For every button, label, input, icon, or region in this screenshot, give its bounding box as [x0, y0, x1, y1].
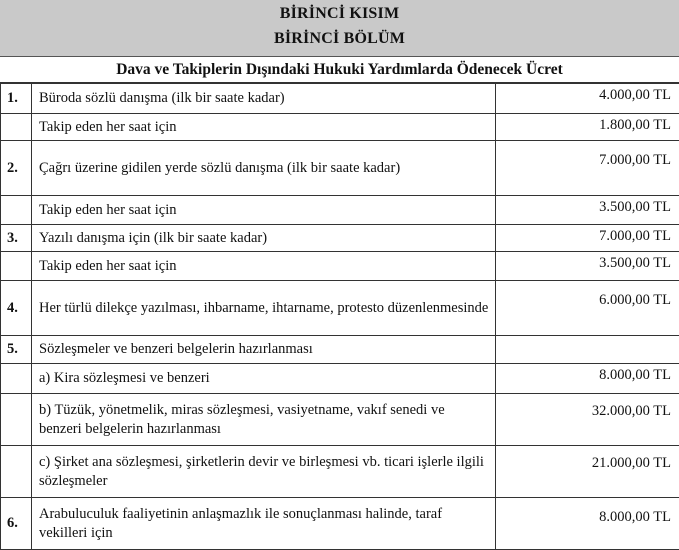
item-fee: [496, 336, 679, 364]
part-title: BİRİNCİ KISIM: [0, 5, 679, 23]
item-fee: 6.000,00 TL: [496, 281, 679, 336]
table-row: [1, 394, 679, 446]
chapter-title: BİRİNCİ BÖLÜM: [0, 30, 679, 48]
table-row: [1, 196, 679, 225]
item-number: [1, 394, 32, 446]
item-number: 5.: [1, 336, 32, 364]
table-row: [1, 364, 679, 394]
item-number: 4.: [1, 281, 32, 336]
item-number: [1, 114, 32, 141]
item-number: 6.: [1, 498, 32, 550]
fee-table: [0, 83, 679, 550]
table-row: [1, 281, 679, 336]
item-description: Yazılı danışma için (ilk bir saate kadar): [32, 225, 496, 252]
item-number: [1, 364, 32, 394]
item-fee: 21.000,00 TL: [496, 446, 679, 498]
item-fee: 8.000,00 TL: [496, 364, 679, 394]
table-row: [1, 84, 679, 114]
item-description: c) Şirket ana sözleşmesi, şirketlerin devir ve birleşmesi vb. ticari işlerle ilgili sözleşmeler: [32, 446, 496, 498]
item-fee: 7.000,00 TL: [496, 141, 679, 196]
item-fee: 32.000,00 TL: [496, 394, 679, 446]
item-description: Her türlü dilekçe yazılması, ihbarname, ihtarname, protesto düzenlenmesinde: [32, 281, 496, 336]
item-fee: 1.800,00 TL: [496, 114, 679, 141]
item-number: [1, 252, 32, 281]
item-description: Büroda sözlü danışma (ilk bir saate kadar): [32, 84, 496, 114]
item-description: Takip eden her saat için: [32, 114, 496, 141]
table-row: [1, 446, 679, 498]
item-fee: 4.000,00 TL: [496, 84, 679, 114]
item-fee: 3.500,00 TL: [496, 196, 679, 225]
item-description: b) Tüzük, yönetmelik, miras sözleşmesi, vasiyetname, vakıf senedi ve benzeri belgelerin hazırlanması: [32, 394, 496, 446]
item-fee: 7.000,00 TL: [496, 225, 679, 252]
table-row: [1, 114, 679, 141]
table-row: [1, 498, 679, 550]
item-description: Sözleşmeler ve benzeri belgelerin hazırlanması: [32, 336, 496, 364]
item-description: Çağrı üzerine gidilen yerde sözlü danışma (ilk bir saate kadar): [32, 141, 496, 196]
item-number: 1.: [1, 84, 32, 114]
item-number: [1, 196, 32, 225]
table-row: [1, 336, 679, 364]
item-description: Takip eden her saat için: [32, 252, 496, 281]
item-fee: 8.000,00 TL: [496, 498, 679, 550]
table-row: [1, 252, 679, 281]
table-row: [1, 225, 679, 252]
item-number: 3.: [1, 225, 32, 252]
table-row: [1, 141, 679, 196]
item-description: a) Kira sözleşmesi ve benzeri: [32, 364, 496, 394]
section-header: [0, 0, 679, 57]
table-title: Dava ve Takiplerin Dışındaki Hukuki Yardımlarda Ödenecek Ücret: [0, 57, 679, 83]
item-number: 2.: [1, 141, 32, 196]
item-description: Arabuluculuk faaliyetinin anlaşmazlık ile sonuçlanması halinde, taraf vekilleri için: [32, 498, 496, 550]
item-description: Takip eden her saat için: [32, 196, 496, 225]
item-number: [1, 446, 32, 498]
item-fee: 3.500,00 TL: [496, 252, 679, 281]
